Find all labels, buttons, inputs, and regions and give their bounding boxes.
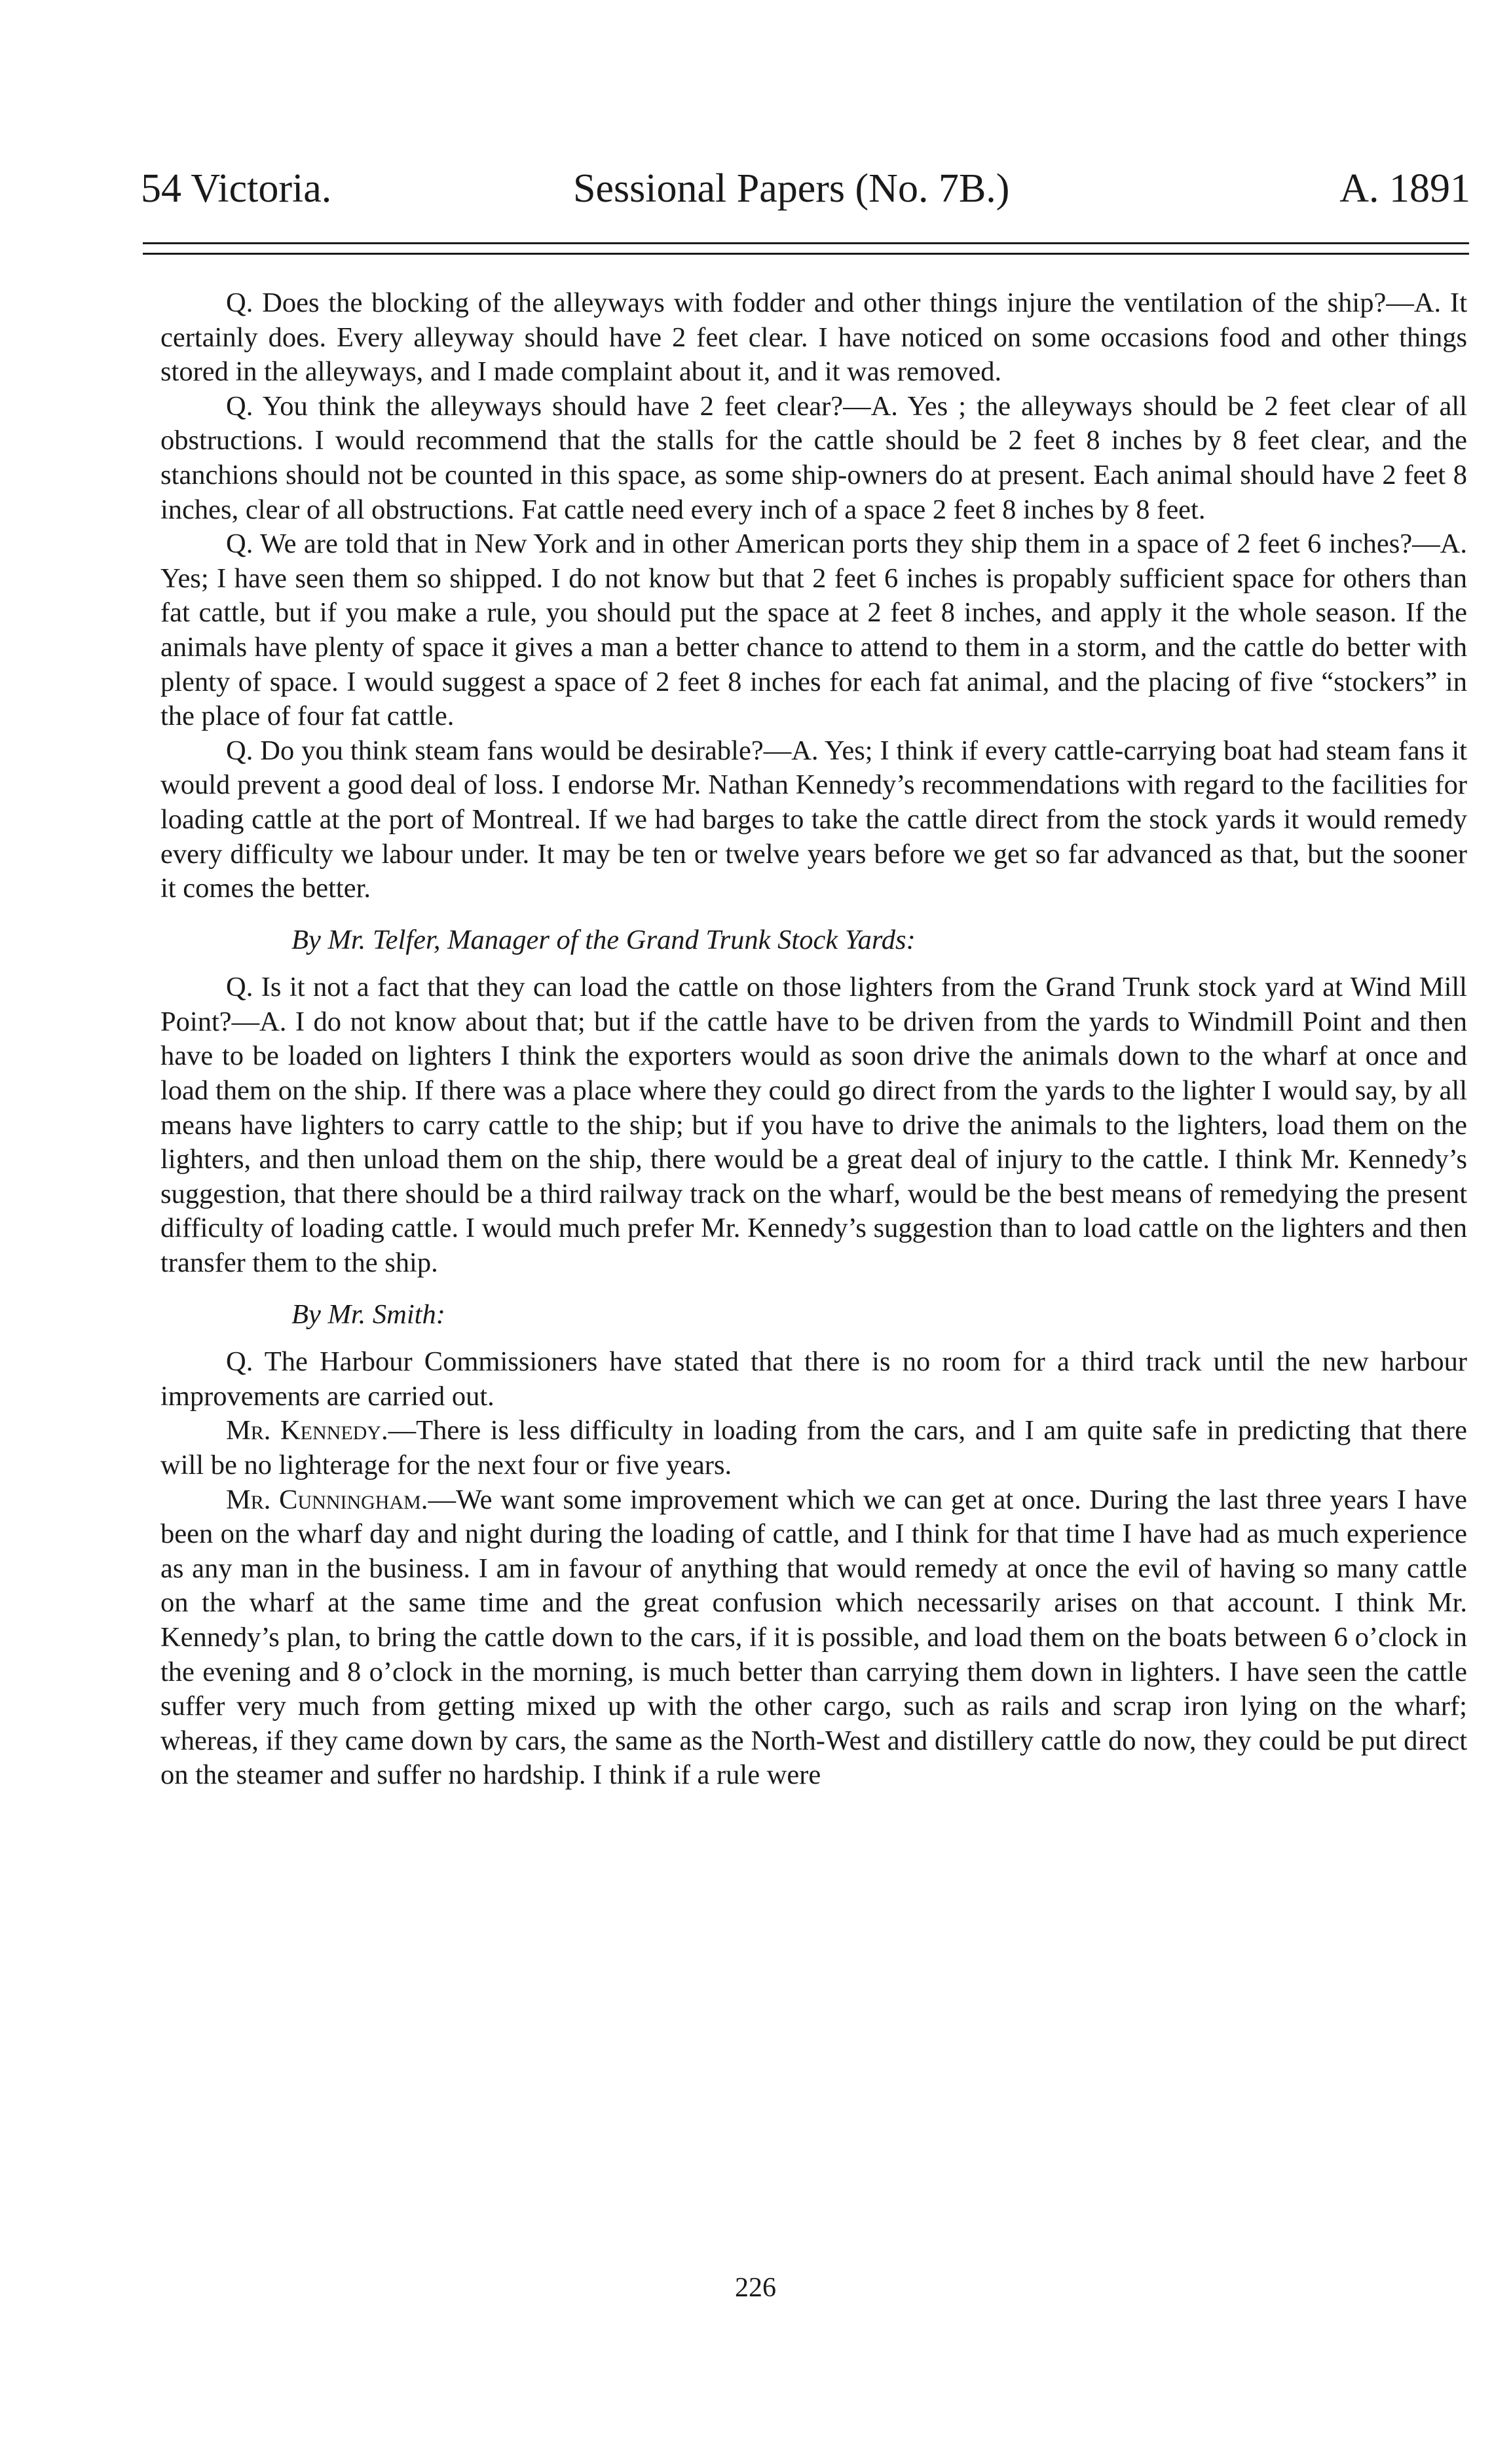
- header-publication-title: Sessional Papers (No. 7B.): [573, 166, 1010, 211]
- speaker-name-cunningham: Mr. Cunningham.: [226, 1484, 428, 1515]
- speaker-heading-smith: By Mr. Smith:: [291, 1298, 445, 1330]
- header-rule-top: [143, 242, 1469, 244]
- page-number: 226: [735, 2273, 776, 2303]
- paragraph-question-steam-fans: Q. Do you think steam fans would be desirable?—A. Yes; I think if every cattle-carrying boat had steam fans it would prevent a good deal of loss. I endorse Mr. Nathan Kennedy’s recommendations with regard to the facilities for loading cattle at the port of Montreal. If we had barges to take the cattle direct from the stock yards it would remedy every difficulty we labour under. It may be ten or twelve years before we get so far advanced as that, but the sooner it comes the better.: [160, 735, 1467, 904]
- running-header: [141, 159, 1470, 218]
- header-regnal-year: 54 Victoria.: [141, 166, 332, 211]
- body-text: [160, 286, 1467, 1793]
- paragraph-question-new-york-space: Q. We are told that in New York and in other American ports they ship them in a space of 2 feet 6 inches?—A. Yes; I have seen them so shipped. I do not know but that 2 feet 6 inches is propably sufficient space for others than fat cattle, but if you make a rule, you should put the space at 2 feet 8 inches, and apply it the whole season. If the animals have plenty of space it gives a man a better chance to attend to them in a storm, and the cattle do better with plenty of space. I would suggest a space of 2 feet 8 inches for each fat animal, and the placing of five “stockers” in the place of four fat cattle.: [160, 528, 1467, 732]
- paragraph-statement-cunningham: [160, 1483, 1467, 1793]
- statement-text-kennedy: —There is less difficulty in loading from the cars, and I am quite safe in predicting that there will be no lighterage for the next four or five years.: [160, 1415, 1467, 1480]
- header-year: A. 1891: [1339, 166, 1470, 211]
- paragraph-question-alleyways-ventilation: Q. Does the blocking of the alleyways with fodder and other things injure the ventilation of the ship?—A. It certainly does. Every alleyway should have 2 feet clear. I have noticed on some occasions food and other things stored in the alleyways, and I made complaint about it, and it was removed.: [160, 287, 1467, 388]
- paragraph-question-lighters: Q. Is it not a fact that they can load the cattle on those lighters from the Grand Trunk stock yard at Wind Mill Point?—A. I do not know about that; but if the cattle have to be driven from the yards to Windmill Point and then have to be loaded on lighters I think the exporters would as soon drive the animals down to the wharf at once and load them on the ship. If there was a place where they could go direct from the yards to the lighter I would say, by all means have lighters to carry cattle to the ship; but if you have to drive the animals to the lighters, load them on the lighters, and then unload them on the ship, there would be a great deal of injury to the cattle. I think Mr. Kennedy’s suggestion, that there should be a third railway track on the wharf, would be the best means of remedying the present difficulty of loading cattle. I would much prefer Mr. Kennedy’s suggestion than to load cattle on the lighters and then transfer them to the ship.: [160, 972, 1467, 1279]
- statement-text-cunningham: —We want some improvement which we can get at once. During the last three years I have been on the wharf day and night during the loading of cattle, and I think for that time I have had as much experience as any man in the business. I am in favour of anything that would remedy at once the evil of having so many cattle on the wharf at the same time and the great confusion which necessarily arises on that account. I think Mr. Kennedy’s plan, to bring the cattle down to the cars, if it is possible, and load them on the boats between 6 o’clock in the evening and 8 o’clock in the morning, is much better than carrying them down in lighters. I have seen the cattle suffer very much from getting mixed up with the other cargo, such as rails and scrap iron lying on the wharf; whereas, if they came down by cars, the same as the North-West and distillery cattle do now, they could be put direct on the steamer and suffer no hardship. I think if a rule were: [160, 1484, 1467, 1791]
- paragraph-question-alleyways-clear: Q. You think the alleyways should have 2 feet clear?—A. Yes ; the alleyways should be 2 feet clear of all obstructions. I would recommend that the stalls for the cattle should be 2 feet 8 inches by 8 feet clear, and the stanchions should not be counted in this space, as some ship-owners do at present. Each animal should have 2 feet 8 inches, clear of all obstructions. Fat cattle need every inch of a space 2 feet 8 inches by 8 feet.: [160, 390, 1467, 525]
- speaker-heading-telfer: By Mr. Telfer, Manager of the Grand Trunk Stock Yards:: [291, 924, 916, 955]
- paragraph-question-harbour-commissioners: Q. The Harbour Commissioners have stated that there is no room for a third track until the new harbour improvements are carried out.: [160, 1346, 1467, 1412]
- header-rule-bottom: [143, 253, 1469, 255]
- paragraph-statement-kennedy: [160, 1414, 1467, 1482]
- speaker-name-kennedy: Mr. Kennedy.: [226, 1415, 388, 1446]
